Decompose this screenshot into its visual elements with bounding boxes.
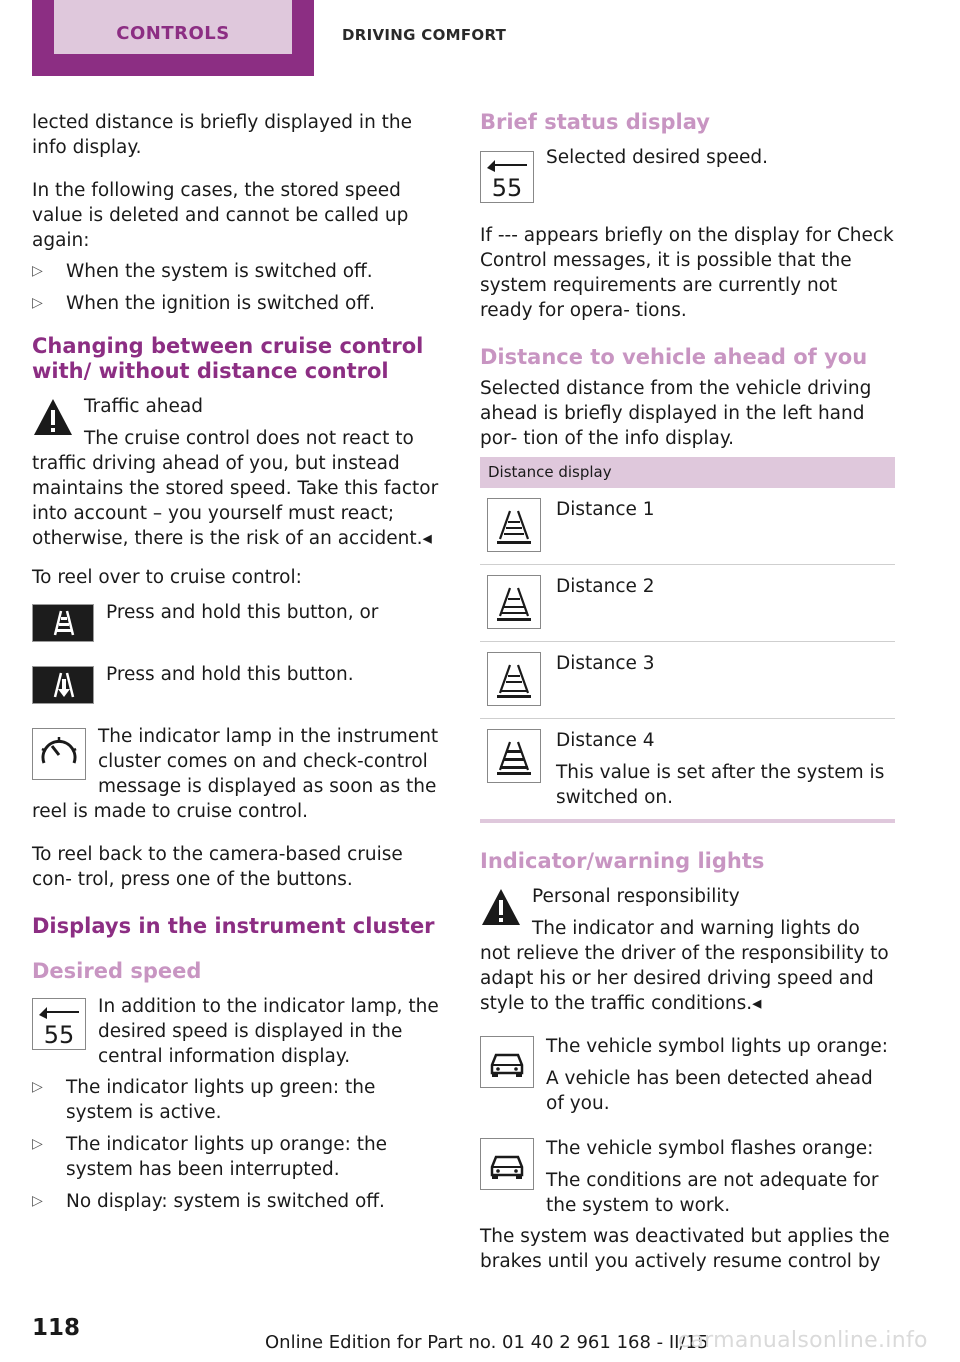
cases-list (32, 259, 447, 316)
distance-label: Distance 2 (556, 576, 655, 597)
list-item: ▷ When the system is switched off. (32, 261, 373, 282)
list-item: ▷ No display: system is switched off. (32, 1191, 385, 1212)
button-1-text: Press and hold this button, or (106, 602, 379, 623)
paragraph-distance: Selected distance from the vehicle driving ahead is briefly displayed in the left hand por‐ tion of the info display. (480, 378, 872, 449)
warning-title: Traffic ahead (84, 396, 203, 417)
distance-label: Distance 1 (556, 499, 655, 520)
paragraph-cases: In the following cases, the stored speed value is deleted and cannot be called up again: (32, 180, 409, 251)
table-row (480, 719, 895, 823)
vehicle-icon (480, 1138, 534, 1190)
tab-driving-comfort[interactable]: DRIVING COMFORT (342, 26, 507, 44)
vehicle-1-text: A vehicle has been detected ahead of you. (546, 1068, 873, 1114)
left-column (32, 110, 447, 1226)
speedometer-lamp-icon (32, 728, 86, 780)
list-item: ▷ When the ignition is switched off. (32, 293, 375, 314)
triangle-bullet-icon: ▷ (32, 1136, 43, 1152)
triangle-bullet-icon: ▷ (32, 295, 43, 311)
distance-label: Distance 4 (556, 730, 655, 751)
speed-display-icon (32, 998, 86, 1050)
triangle-bullet-icon: ▷ (32, 1079, 43, 1095)
button-row-1 (32, 600, 447, 648)
vehicle-icon (480, 1036, 534, 1088)
list-item: ▷ The indicator lights up orange: the system has been interrupted. (32, 1134, 388, 1180)
table-header: Distance display (480, 457, 895, 488)
vehicle-row-2 (480, 1136, 895, 1218)
warning-personal-responsibility (480, 884, 895, 1016)
distance-table (480, 457, 895, 823)
button-2-text: Press and hold this button. (106, 664, 354, 685)
lane-button-down-icon[interactable] (32, 666, 94, 704)
heading-indicator-warning: Indicator/warning lights (480, 849, 765, 873)
warning-text: The indicator and warning lights do not relieve the driver of the responsibility to adapt his or her desired driving speed and style to the traffic conditions.◂ (480, 918, 889, 1014)
svg-text:55: 55 (491, 174, 523, 202)
speed-display-icon (480, 151, 534, 203)
triangle-bullet-icon: ▷ (32, 1193, 43, 1209)
watermark: carmanualsonline.info (678, 1328, 928, 1353)
paragraph-reel-over: To reel over to cruise control: (32, 567, 302, 588)
distance-label: Distance 3 (556, 653, 655, 674)
warning-triangle-icon (480, 886, 522, 928)
warning-title: Personal responsibility (532, 886, 740, 907)
desired-speed-text: In addition to the indicator lamp, the desired speed is displayed in the central information display. (98, 996, 439, 1067)
warning-text: The cruise control does not react to traffic driving ahead of you, but instead maintains the stored speed. Take this factor into account – you yourself must react; otherwise, there is the risk of an accident.◂ (32, 428, 439, 549)
right-column (480, 110, 895, 1274)
page-number: 118 (32, 1315, 81, 1341)
triangle-bullet-icon: ▷ (32, 263, 43, 279)
header-tabs (0, 0, 960, 80)
svg-text:55: 55 (43, 1021, 75, 1049)
list-item: ▷ The indicator lights up green: the system is active. (32, 1077, 376, 1123)
table-row (480, 642, 895, 719)
distance-bars-icon (487, 575, 541, 629)
warning-traffic-ahead (32, 394, 447, 551)
table-row (480, 565, 895, 642)
vehicle-2-text: The conditions are not adequate for the system to work. (546, 1170, 879, 1216)
edition-text: Online Edition for Part no. 01 40 2 961 168 - II/15 (265, 1332, 709, 1353)
vehicle-2-title: The vehicle symbol flashes orange: (546, 1138, 874, 1159)
paragraph-check-control: If --- appears briefly on the display for Check Control messages, it is possible that the system requirements are currently not ready for opera‐ tions. (480, 225, 894, 321)
brief-status-row (480, 145, 895, 209)
tab-controls[interactable]: CONTROLS (54, 0, 292, 54)
table-row (480, 488, 895, 565)
heading-displays: Displays in the instrument cluster (32, 914, 435, 938)
heading-changing: Changing between cruise control with/ without distance control (32, 334, 424, 383)
lamp-text: The indicator lamp in the instrument cluster comes on and check-control message is displayed as soon as the reel is made to cruise control. (32, 726, 439, 822)
paragraph-reel-back: To reel back to the camera-based cruise con‐ trol, press one of the buttons. (32, 844, 403, 890)
heading-distance: Distance to vehicle ahead of you (480, 345, 868, 369)
paragraph-distance-cont: lected distance is briefly displayed in the info display. (32, 112, 413, 158)
heading-brief-status: Brief status display (480, 110, 710, 134)
warning-triangle-icon (32, 396, 74, 438)
heading-desired-speed: Desired speed (32, 959, 202, 983)
lamp-row (32, 724, 447, 824)
desired-speed-row (32, 994, 447, 1069)
vehicle-row-1 (480, 1034, 895, 1116)
distance-bars-icon (487, 498, 541, 552)
distance-bars-icon (487, 652, 541, 706)
brief-status-text: Selected desired speed. (546, 147, 768, 168)
indicator-list (32, 1075, 447, 1214)
distance-note: This value is set after the system is switched on. (556, 762, 885, 808)
distance-bars-icon (487, 729, 541, 783)
lane-button-icon[interactable] (32, 604, 94, 642)
paragraph-final: The system was deactivated but applies the brakes until you actively resume control by (480, 1226, 890, 1272)
button-row-2 (32, 662, 447, 710)
vehicle-1-title: The vehicle symbol lights up orange: (546, 1036, 888, 1057)
